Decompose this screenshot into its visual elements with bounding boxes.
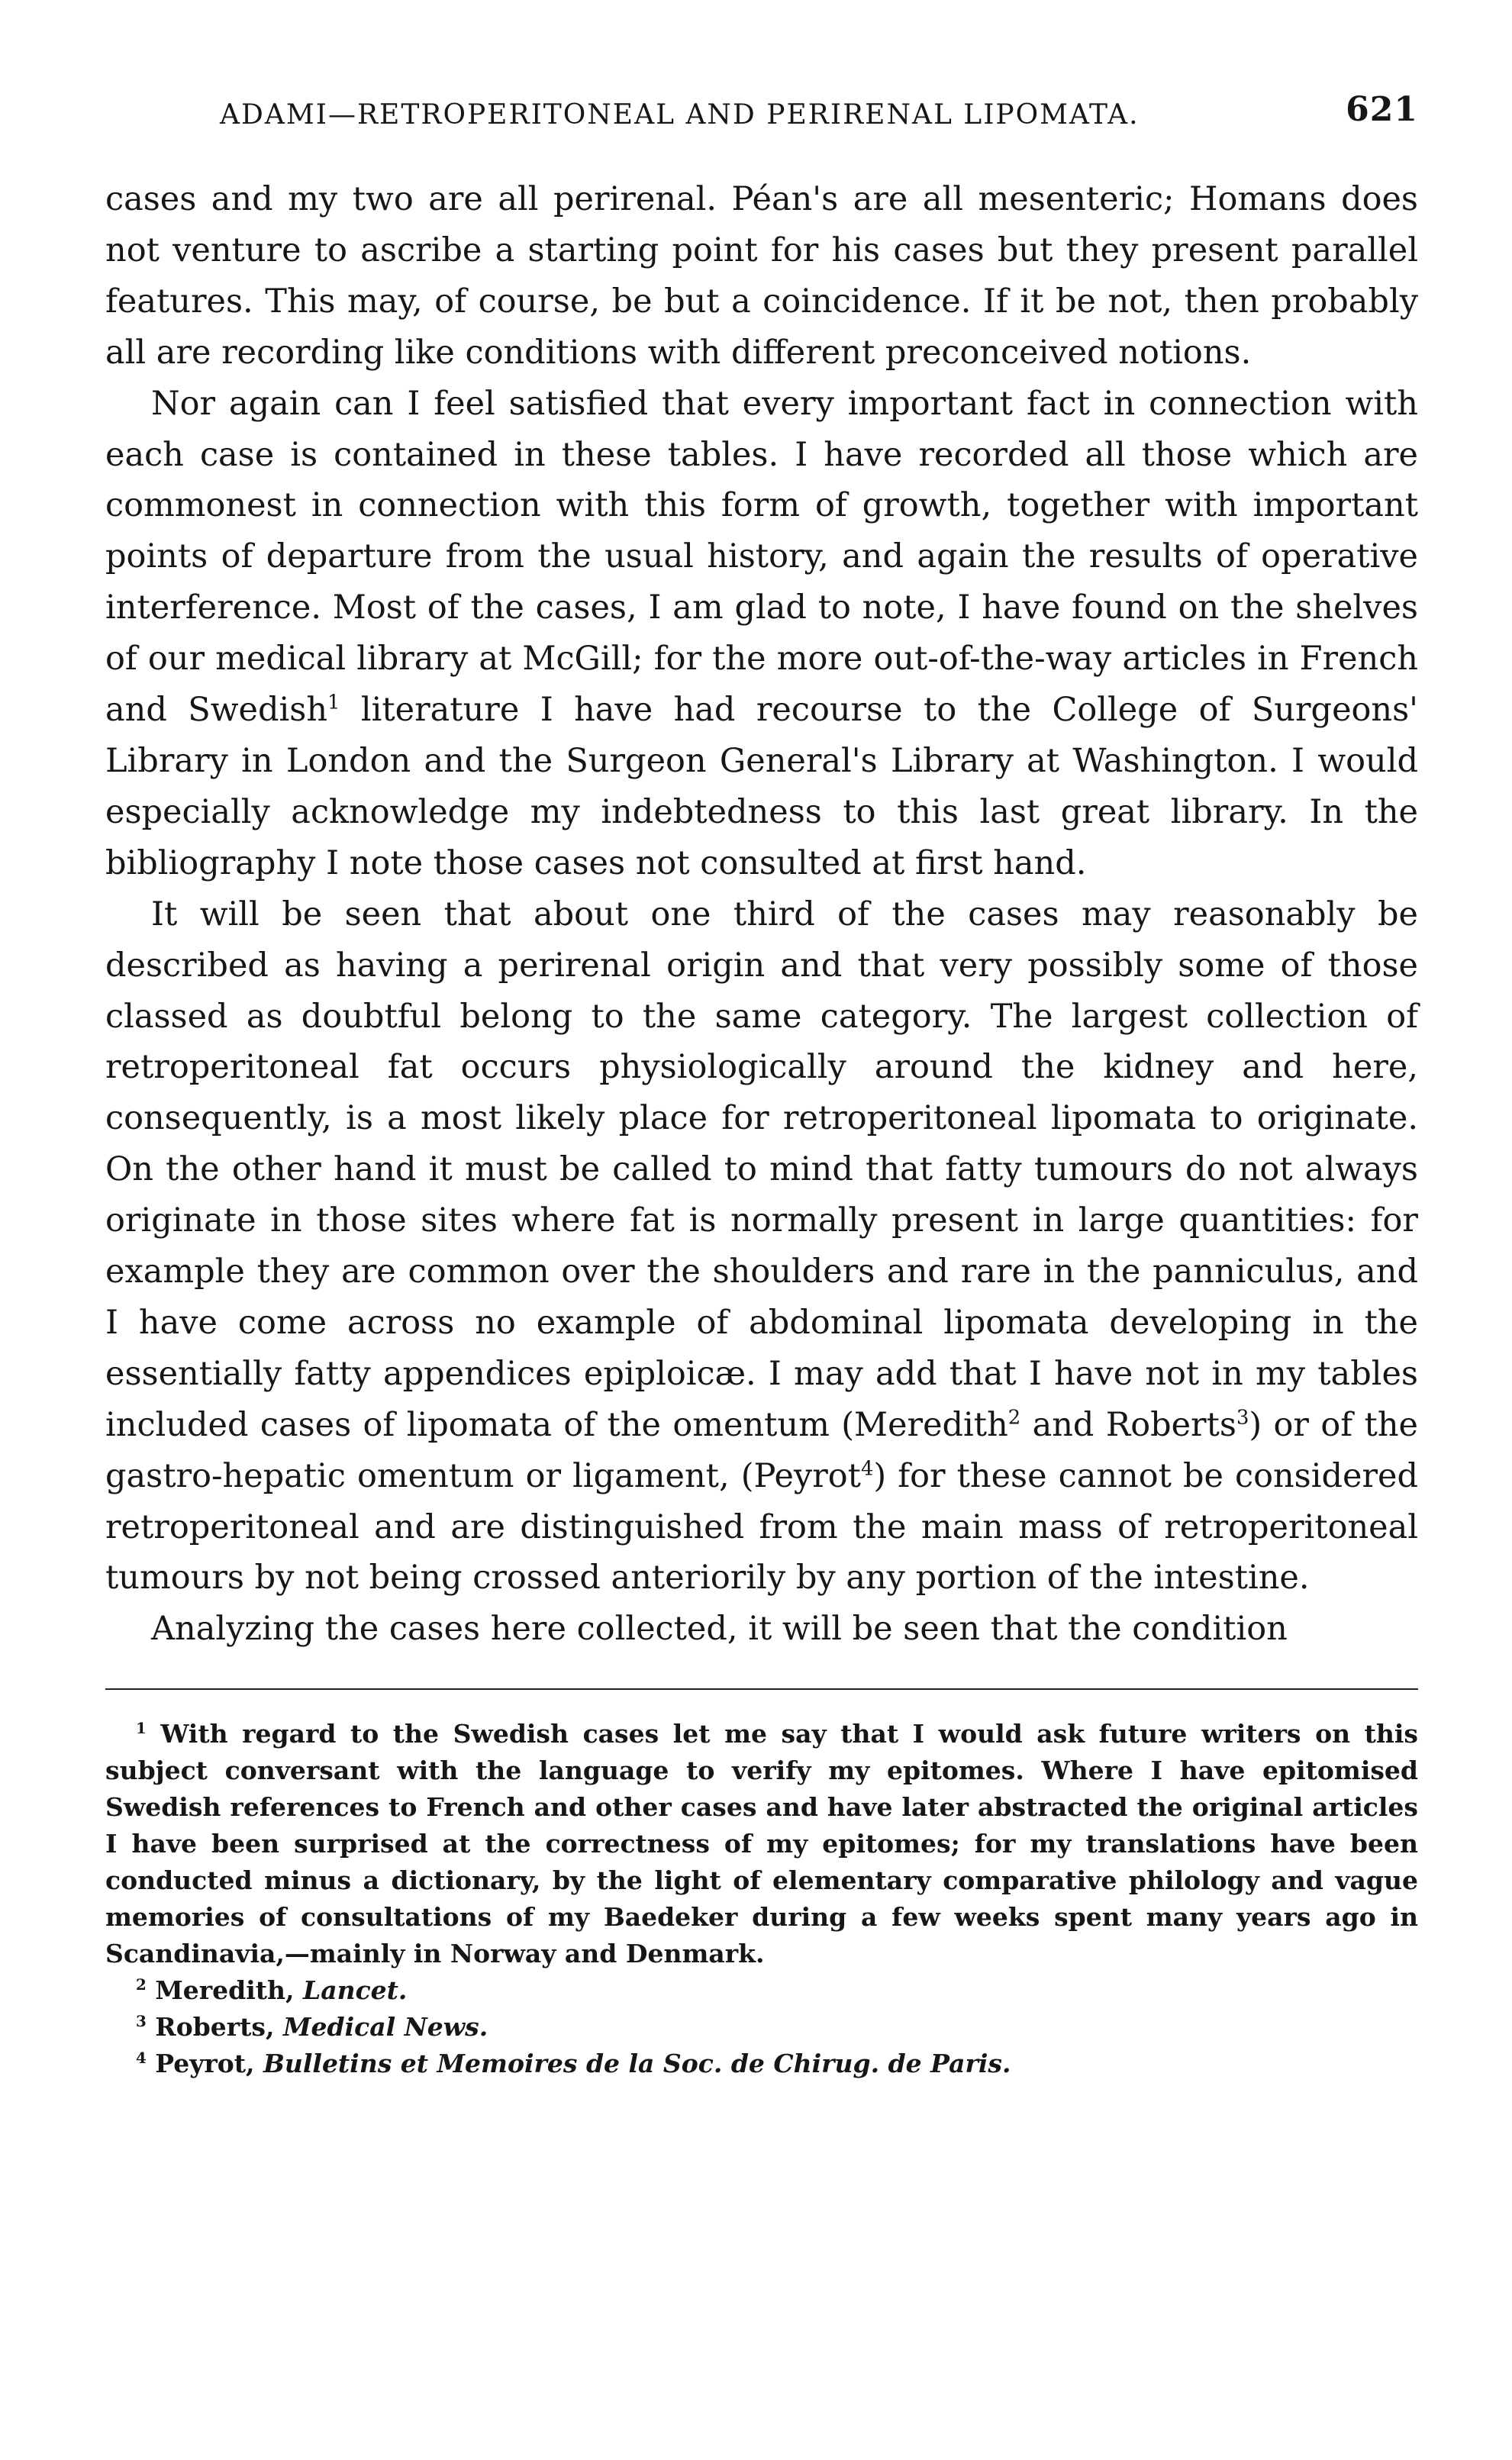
- footnote-2: [105, 1972, 1418, 2009]
- footnote-3: [105, 2009, 1418, 2046]
- body-text: [105, 174, 1418, 1655]
- footnote-ref-4: 4: [860, 1457, 874, 1481]
- paragraph-4-text: Analyzing the cases here collected, it will be seen that the condition: [151, 1610, 1288, 1649]
- footnote-2-author: Meredith,: [155, 1975, 303, 2006]
- paragraph-2-text: Nor again can I feel satisfied that every important fact in connection with each case is contained in these tables. I have recorded all those which are commonest in connection with this form of growth, together with important points of departure from the usual history, and again the results of operative interference. Most of the cases, I am glad to note, I have found on the shelves of our medical library at McGill; for the more out-of-the-way articles in French and Swedish: [105, 384, 1418, 730]
- footnote-1-marker: 1: [136, 1719, 147, 1738]
- footnote-1: [105, 1716, 1418, 1972]
- paragraph-1: [105, 174, 1418, 379]
- running-header: [105, 82, 1418, 143]
- footnote-4-marker: 4: [136, 2049, 147, 2068]
- document-page: [105, 82, 1418, 2082]
- paragraph-3-text-mid2: ) or of the gastro-hepatic omentum or ligament, (Peyrot: [105, 1405, 1418, 1495]
- footnote-2-marker: 2: [136, 1975, 147, 1994]
- footnote-divider: [105, 1688, 1418, 1690]
- page-number: 621: [1346, 90, 1418, 129]
- footnote-ref-2: 2: [1007, 1406, 1021, 1430]
- footnote-3-source: Medical News.: [282, 2012, 488, 2042]
- footnote-3-marker: 3: [136, 2012, 147, 2031]
- footnote-ref-1: 1: [327, 691, 340, 714]
- footnote-2-source: Lancet.: [303, 1975, 408, 2006]
- footnote-1-text: With regard to the Swedish cases let me say that I would ask future writers on this subject conversant with the language to verify my epitomes. Where I have epitomised Swedish references to French and other cases and have later abstracted the original articles I have been surprised at the correctness of my epitomes; for my translations have been conducted minus a dictionary, by the light of elementary comparative philology and vague memories of consultations of my Baedeker during a few weeks spent many years ago in Scandinavia,—mainly in Norway and Denmark.: [105, 1719, 1418, 1969]
- paragraph-1-text: cases and my two are all perirenal. Péan's are all mesenteric; Homans does not venture to ascribe a starting point for his cases but they present parallel features. This may, of course, be but a coincidence. If it be not, then probably all are recording like conditions with different preconceived notions.: [105, 180, 1418, 372]
- footnote-4-source: Bulletins et Memoires de la Soc. de Chirug. de Paris.: [263, 2049, 1011, 2079]
- paragraph-3-text-mid1: and Roberts: [1020, 1405, 1236, 1444]
- paragraph-3-text-cont: ) for these cannot be considered retroperitoneal and are distinguished from the main mass of retroperitoneal tumours by not being crossed anteriorily by any portion of the intestine.: [105, 1456, 1418, 1598]
- paragraph-3-text: It will be seen that about one third of the cases may reasonably be described as having a perirenal origin and that very possibly some of those classed as doubtful belong to the same category. The largest collection of retroperitoneal fat occurs physiologically around the kidney and here, consequently, is a most likely place for retroperitoneal lipomata to originate. On the other hand it must be called to mind that fatty tumours do not always originate in those sites where fat is normally present in large quantities: for example they are common over the shoulders and rare in the panniculus, and I have come across no example of abdominal lipomata developing in the essentially fatty appendices epiploicæ. I may add that I have not in my tables included cases of lipomata of the omentum (Meredith: [105, 895, 1418, 1444]
- paragraph-2: [105, 379, 1418, 889]
- footnote-4: [105, 2046, 1418, 2082]
- footnote-4-author: Peyrot,: [155, 2049, 263, 2079]
- footnote-3-author: Roberts,: [155, 2012, 283, 2042]
- footnotes: [105, 1716, 1418, 2082]
- paragraph-2-text-cont: literature I have had recourse to the College of Surgeons' Library in London and the Surgeon General's Library at Washington. I would especially acknowledge my indebtedness to this last great library. In the bibliography I note those cases not consulted at first hand.: [105, 691, 1418, 882]
- paragraph-3: [105, 889, 1418, 1604]
- running-title: ADAMI—RETROPERITONEAL AND PERIRENAL LIPOMATA.: [220, 99, 1140, 131]
- footnote-ref-3: 3: [1236, 1406, 1249, 1430]
- paragraph-4: [105, 1604, 1418, 1655]
